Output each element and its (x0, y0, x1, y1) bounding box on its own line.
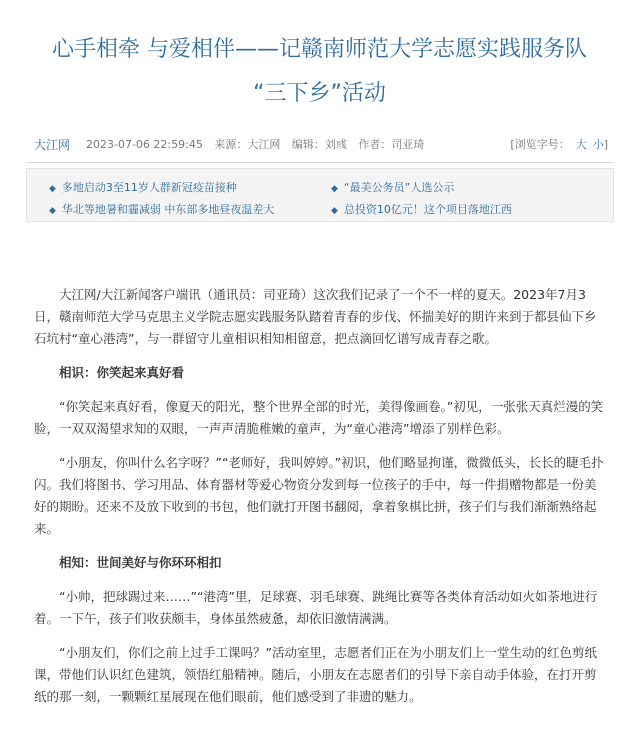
related-link[interactable] (331, 179, 454, 195)
article-subheading: 相识：你笑起来真好看 (59, 365, 185, 380)
font-size-label: [浏览字号： (510, 138, 570, 151)
related-link[interactable] (49, 179, 237, 195)
related-link-text: 多地启动3至11岁人群新冠疫苗接种 (61, 181, 237, 194)
article-paragraph: “小朋友们，你们之前上过手工课吗？”活动室里，志愿者们正在为小朋友们上一堂生动的红色剪纸课，带他们认识红色建筑，领悟红船精神。随后，小朋友在志愿者们的引导下亲自动手体验，在打开剪纸的那一刻，一颗颗红星展现在他们眼前，他们感受到了非遗的魅力。 (34, 645, 597, 704)
article-title-line1: 心手相牵 与爱相伴——记赣南师范大学志愿实践服务队 (52, 37, 587, 62)
font-size-control (510, 136, 608, 152)
article-meta-bar (26, 122, 614, 163)
publish-datetime: 2023-07-06 22:59:45 (86, 138, 203, 151)
related-link-text: “最美公务员”人选公示 (343, 181, 455, 194)
article-author: 作者：司亚琦 (358, 138, 425, 151)
diamond-bullet-icon: ◆ (331, 206, 338, 216)
diamond-bullet-icon: ◆ (331, 184, 338, 194)
article-paragraph: 大江网/大江新闻客户端讯（通讯员：司亚琦）这次我们记录了一个不一样的夏天。2023年7月3日，赣南师范大学马克思主义学院志愿实践服务队踏着青春的步伐、怀揣美好的期许来到于都县仙下乡石坑村“童心港湾”，与一群留守儿童相识相知相留意，把点滴回忆谱写成青春之歌。 (34, 287, 597, 346)
article-body (34, 284, 606, 720)
source-logo[interactable]: 大江网 (34, 138, 71, 152)
font-small-button[interactable]: 小 (592, 138, 604, 151)
related-link-text: 总投资10亿元！这个项目落地江西 (343, 203, 512, 216)
diamond-bullet-icon: ◆ (49, 184, 56, 194)
article-title (20, 28, 619, 116)
article-editor: 编辑：刘彧 (291, 138, 347, 151)
diamond-bullet-icon: ◆ (49, 206, 56, 216)
related-link[interactable] (49, 201, 274, 217)
article-subheading: 相知：世间美好与你环环相扣 (59, 555, 222, 570)
article-source: 来源：大江网 (214, 138, 281, 151)
related-link[interactable] (331, 201, 512, 217)
article-paragraph: “小朋友，你叫什么名字呀？”“老师好，我叫婷婷。”初识，他们略显拘谨，微微低头，长长的睫毛扑闪。我们将图书、学习用品、体育器材等爱心物资分发到每一位孩子的手中，每一件捐赠物都是一份美好的期盼。还来不及放下收到的书包，他们就打开图书翻阅，拿着象棋比拼，孩子们与我们渐渐熟络起来。 (34, 455, 604, 536)
related-links-box (26, 168, 614, 222)
article-paragraph: “小帅，把球踢过来……”“港湾”里，足球赛、羽毛球赛、跳绳比赛等各类体育活动如火如荼地进行着。一下午，孩子们收获颇丰，身体虽然疲惫，却依旧激情满满。 (34, 589, 598, 626)
font-large-button[interactable]: 大 (575, 138, 587, 151)
article-paragraph: “你笑起来真好看，像夏天的阳光，整个世界全部的时光，美得像画卷。”初见，一张张天真烂漫的笑脸，一双双渴望求知的双眼，一声声清脆稚嫩的童声，为“童心港湾”增添了别样色彩。 (34, 399, 604, 436)
article-meta-info (86, 136, 432, 152)
font-size-close-bracket: ] (603, 138, 608, 151)
related-link-text: 华北等地暑和霾减弱 中东部多地昼夜温差大 (61, 203, 275, 216)
article-title-line2: “三下乡”活动 (253, 81, 386, 106)
